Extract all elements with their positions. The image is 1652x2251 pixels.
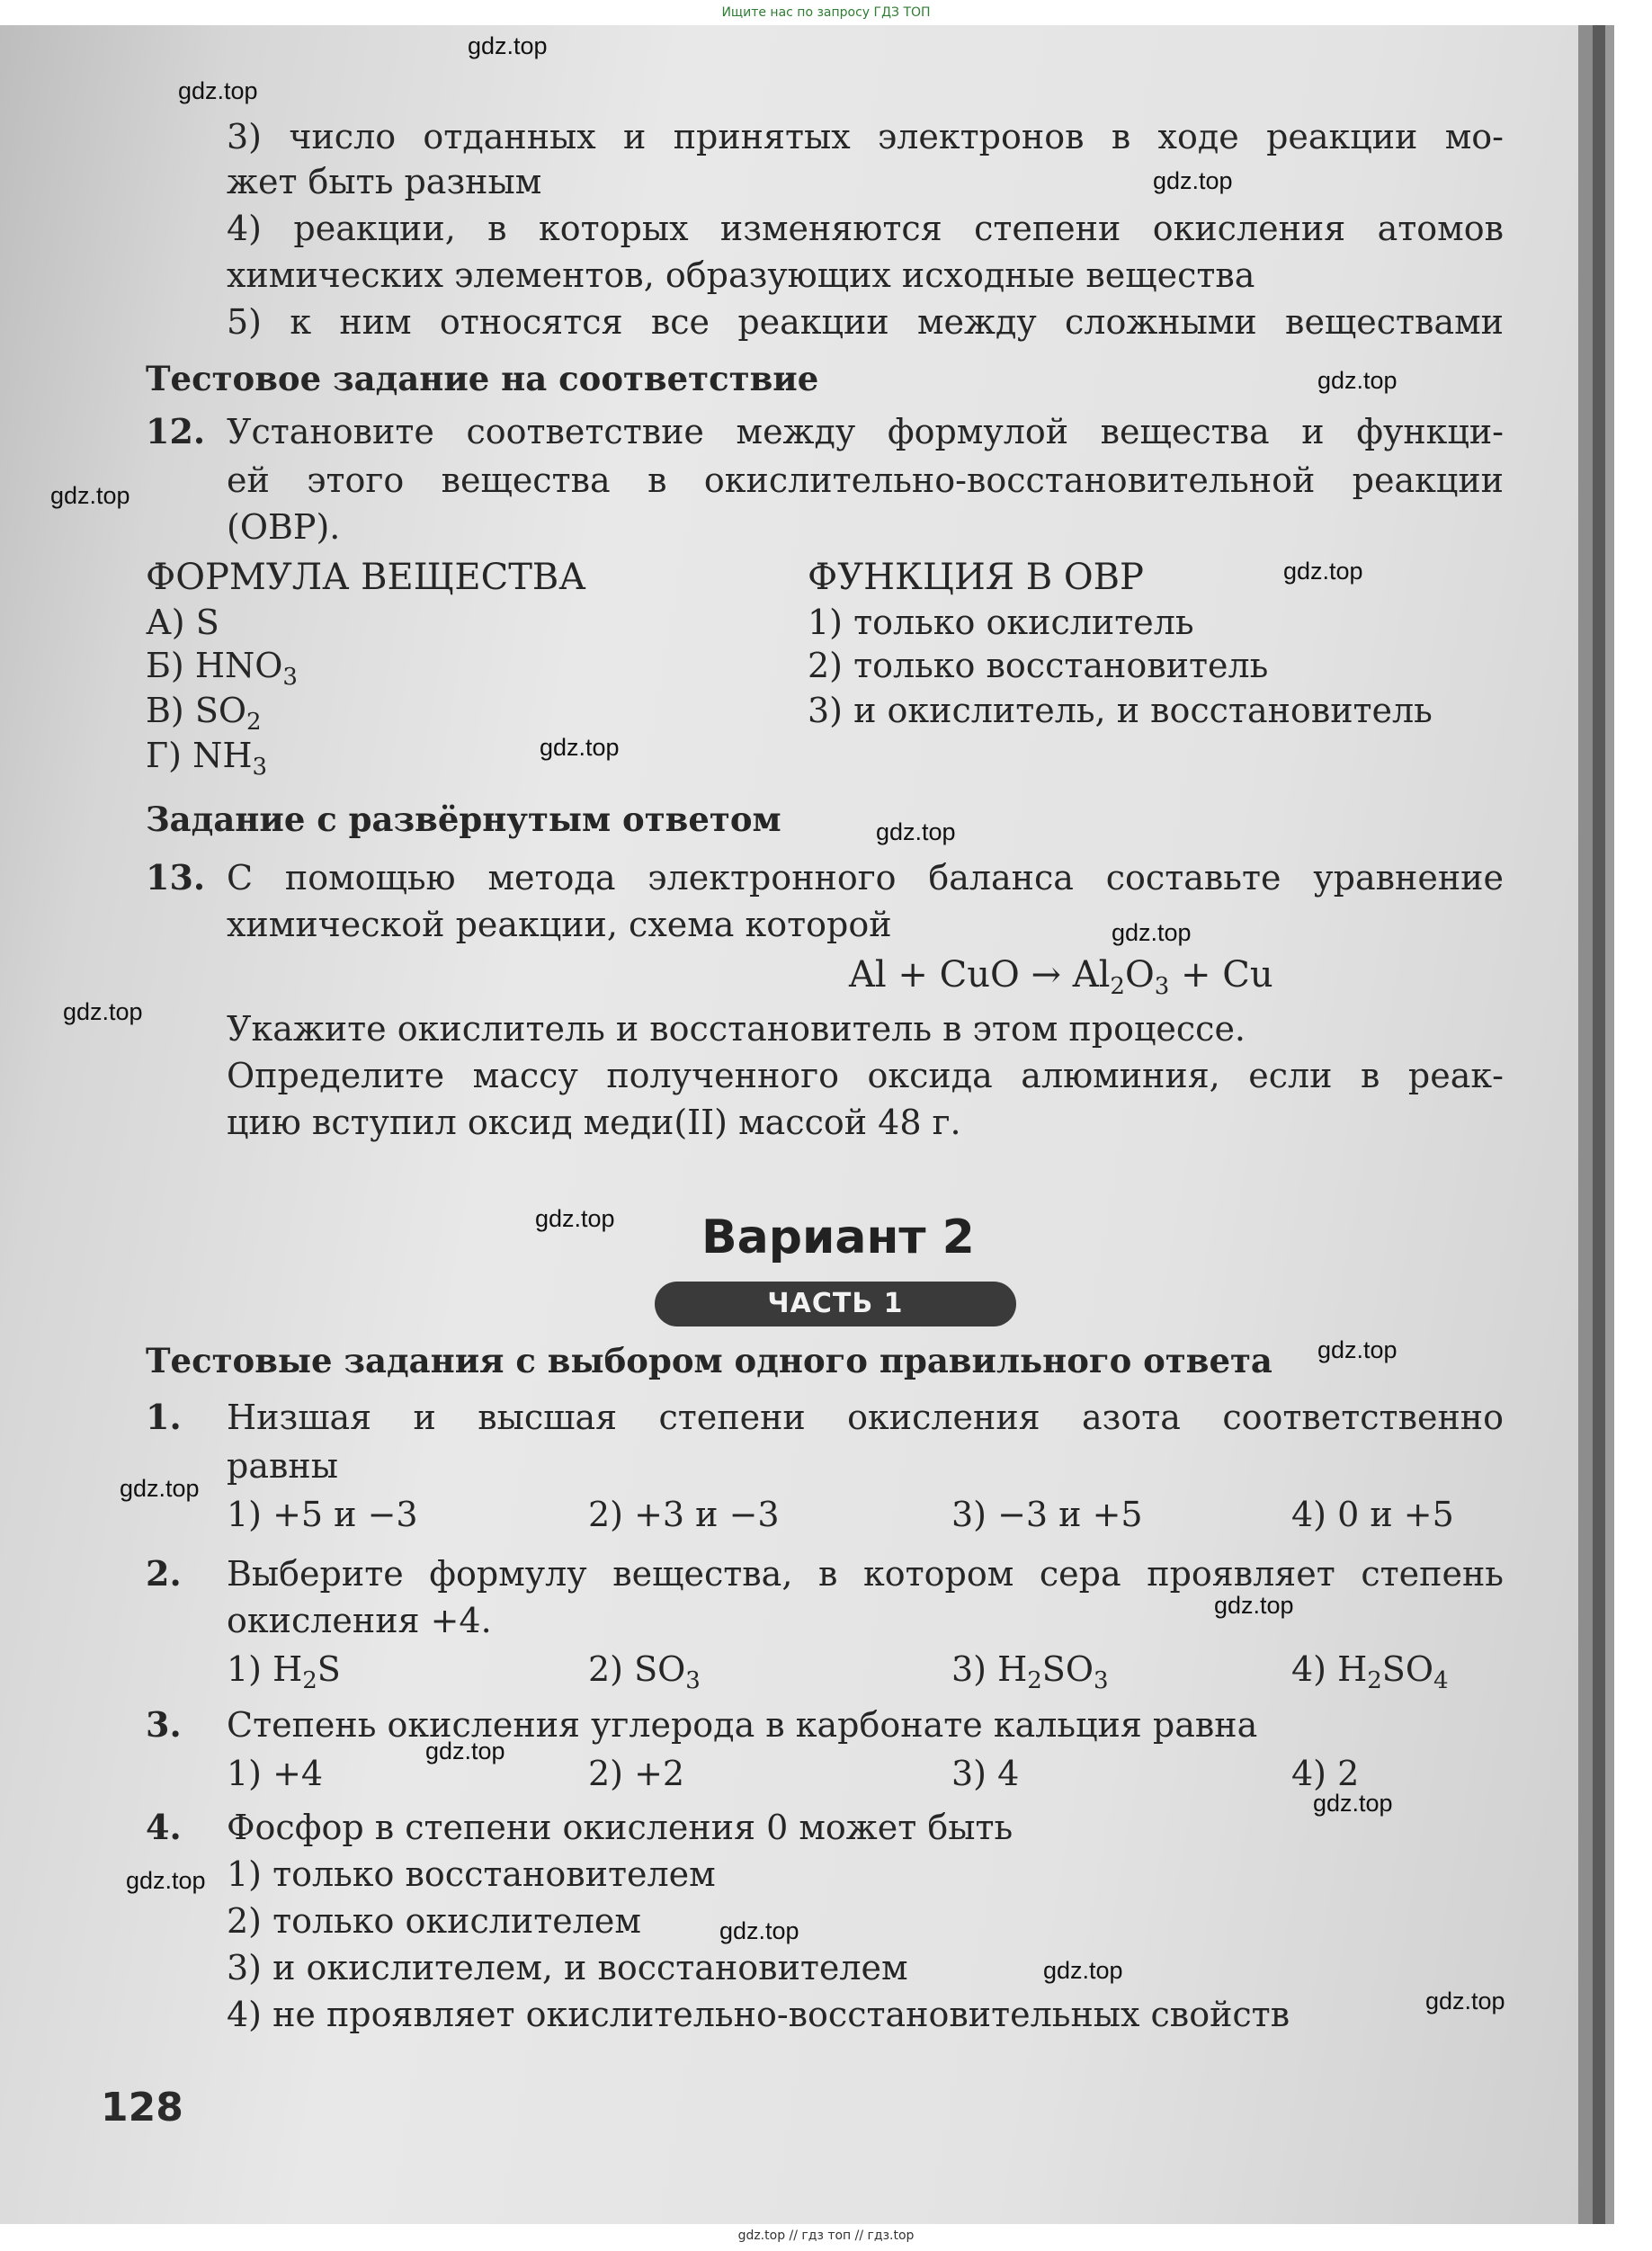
q1-text-line2: равны	[227, 1446, 338, 1486]
question-number-4: 4.	[146, 1807, 182, 1847]
q4-text: Фосфор в степени окисления 0 может быть	[227, 1808, 1014, 1847]
section-heading-matching: Тестовое задание на соответствие	[146, 359, 819, 398]
q13-text-line2: химической реакции, схема которой	[227, 905, 892, 944]
question-number-1: 1.	[146, 1397, 182, 1437]
q3-option-4: 4) 2	[1291, 1754, 1360, 1793]
q1-option-2: 2) +3 и −3	[588, 1495, 780, 1534]
watermark: gdz.top	[1425, 1987, 1505, 2014]
q12-text-line1: Установите соответствие между формулой вещества и функци-	[227, 412, 1504, 451]
q11-option-3-line2: жет быть разным	[227, 162, 542, 201]
watermark: gdz.top	[425, 1737, 505, 1764]
q2-option-1: 1) $H_2S$	[227, 1649, 341, 1694]
top-banner: Ищите нас по запросу ГДЗ ТОП	[721, 5, 931, 20]
watermark: gdz.top	[1317, 1336, 1398, 1363]
watermark: gdz.top	[719, 1917, 799, 1944]
q11-option-4-line2: химических элементов, образующих исходные вещества	[227, 255, 1255, 295]
q12-right-column-title: ФУНКЦИЯ В ОВР	[808, 557, 1144, 598]
section-heading-extended: Задание с развёрнутым ответом	[146, 799, 781, 839]
watermark: gdz.top	[120, 1475, 200, 1502]
watermark: gdz.top	[1313, 1790, 1393, 1817]
q2-option-2: 2) $SO_3$	[588, 1649, 701, 1694]
q11-option-5: 5) к ним относятся все реакции между сложными веществами	[227, 302, 1504, 342]
watermark: gdz.top	[50, 482, 130, 509]
watermark: gdz.top	[1112, 919, 1192, 946]
q12-text-line3: (ОВР).	[227, 507, 341, 547]
q12-formula-d: Г) $NH_3$	[146, 736, 268, 781]
page-edge-shadow	[1593, 25, 1605, 2224]
q13-text-line5: цию вступил оксид меди(II) массой 48 г.	[227, 1103, 961, 1142]
q1-option-4: 4) 0 и +5	[1291, 1495, 1454, 1534]
q2-option-3: 3) $H_2SO_3$	[951, 1649, 1109, 1694]
q12-left-column-title: ФОРМУЛА ВЕЩЕСТВА	[146, 557, 586, 598]
watermark: gdz.top	[1317, 367, 1398, 394]
bottom-banner: gdz.top // гдз топ // гдз.top	[737, 2229, 915, 2243]
q2-text-line2: окисления +4.	[227, 1601, 492, 1640]
watermark: gdz.top	[876, 818, 956, 845]
q11-option-3-line1: 3) число отданных и принятых электронов в ходе реакции мо-	[227, 117, 1504, 156]
q12-function-1: 1) только окислитель	[808, 603, 1194, 642]
q13-text-line1: С помощью метода электронного баланса составьте уравнение	[227, 858, 1504, 898]
q4-option-4: 4) не проявляет окислительно-восстановительных свойств	[227, 1995, 1290, 2034]
q12-function-2: 2) только восстановитель	[808, 646, 1269, 685]
q11-option-4-line1: 4) реакции, в которых изменяются степени окисления атомов	[227, 209, 1504, 248]
q4-option-1: 1) только восстановителем	[227, 1854, 716, 1894]
watermark: gdz.top	[1283, 558, 1363, 585]
q12-formula-c: В) $SO_2$	[146, 691, 262, 736]
q4-option-2: 2) только окислителем	[227, 1901, 641, 1941]
part-label: ЧАСТЬ 1	[655, 1282, 1016, 1326]
watermark: gdz.top	[178, 77, 258, 104]
q3-option-2: 2) +2	[588, 1754, 685, 1793]
watermark: gdz.top	[126, 1867, 206, 1894]
page-edge-outer	[1605, 25, 1614, 2224]
watermark: gdz.top	[468, 32, 548, 59]
section-heading-single-choice: Тестовые задания с выбором одного правильного ответа	[146, 1341, 1272, 1380]
q3-option-1: 1) +4	[227, 1754, 324, 1793]
watermark: gdz.top	[535, 1205, 615, 1232]
q3-option-3: 3) 4	[951, 1754, 1020, 1793]
watermark: gdz.top	[1153, 167, 1233, 194]
question-number-2: 2.	[146, 1553, 182, 1594]
q12-formula-b: Б) $HNO_3$	[146, 646, 298, 691]
q13-text-line3: Укажите окислитель и восстановитель в этом процессе.	[227, 1009, 1246, 1049]
q4-option-3: 3) и окислителем, и восстановителем	[227, 1948, 908, 1987]
q1-option-1: 1) +5 и −3	[227, 1495, 418, 1534]
question-number-3: 3.	[146, 1704, 182, 1745]
watermark: gdz.top	[540, 734, 620, 761]
watermark: gdz.top	[1214, 1592, 1294, 1619]
watermark: gdz.top	[63, 998, 143, 1025]
page-edge	[1578, 25, 1593, 2224]
q13-text-line4: Определите массу полученного оксида алюминия, если в реак-	[227, 1056, 1504, 1095]
q13-reaction-scheme: Al + CuO → $Al_2O_3 + Cu$	[849, 954, 1273, 1000]
q12-function-3: 3) и окислитель, и восстановитель	[808, 691, 1433, 730]
q1-option-3: 3) −3 и +5	[951, 1495, 1143, 1534]
question-number-12: 12.	[146, 411, 206, 451]
q2-option-4: 4) $H_2SO_4$	[1291, 1649, 1449, 1694]
q3-text: Степень окисления углерода в карбонате кальция равна	[227, 1705, 1258, 1745]
q12-formula-a: А) S	[146, 603, 219, 642]
watermark: gdz.top	[1043, 1957, 1123, 1984]
variant-title: Вариант 2	[701, 1210, 975, 1264]
q12-text-line2: ей этого вещества в окислительно-восстановительной реакции	[227, 460, 1504, 500]
q2-text-line1: Выберите формулу вещества, в котором сера проявляет степень	[227, 1554, 1504, 1594]
q1-text-line1: Низшая и высшая степени окисления азота соответственно	[227, 1398, 1504, 1437]
question-number-13: 13.	[146, 857, 206, 898]
page-number: 128	[101, 2085, 183, 2130]
